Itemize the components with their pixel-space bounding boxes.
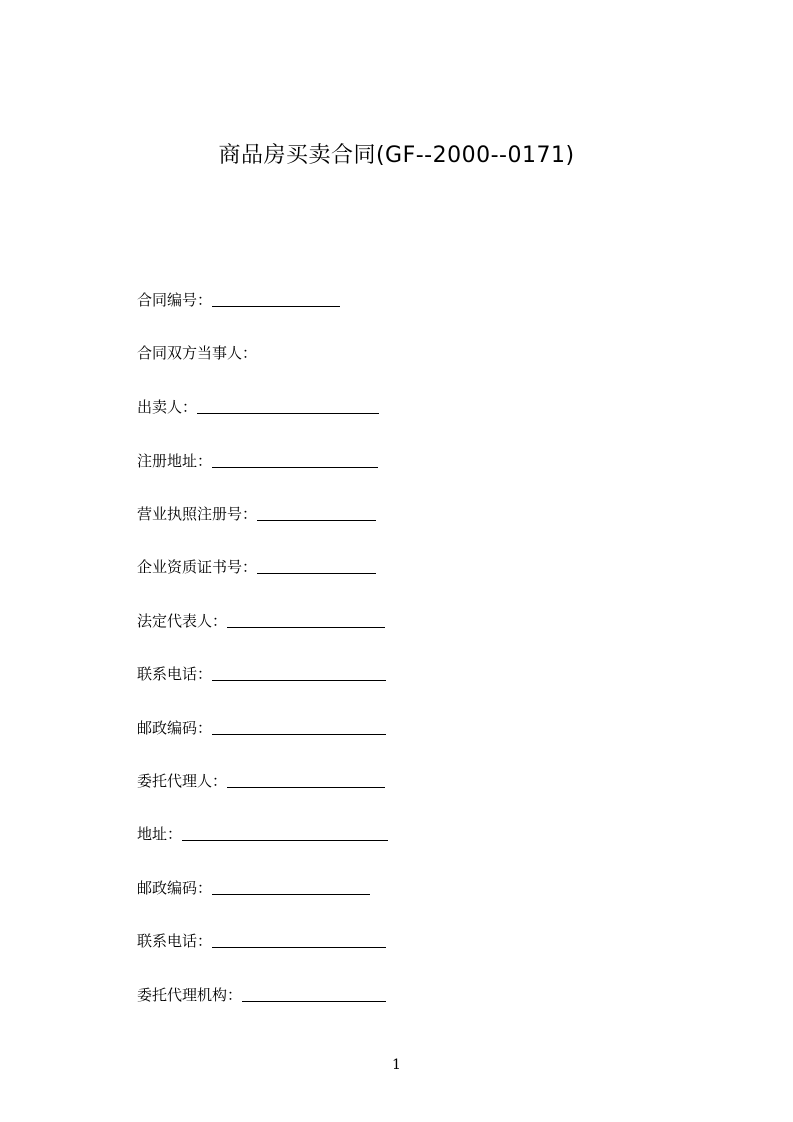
field-label: 委托代理机构：: [137, 986, 243, 1004]
address-field: [137, 824, 388, 844]
blank-line: [212, 453, 378, 468]
field-label: 注册地址：: [137, 452, 213, 470]
blank-line: [212, 720, 386, 735]
phone-field: [137, 664, 386, 684]
field-label: 地址：: [137, 825, 183, 843]
blank-line: [257, 506, 376, 521]
field-label: 邮政编码：: [137, 719, 213, 737]
registered-address-field: [137, 451, 378, 471]
business-license-field: [137, 504, 376, 524]
page-number: 1: [392, 1057, 401, 1073]
postal-code-field: [137, 878, 370, 898]
field-label: 邮政编码：: [137, 879, 213, 897]
blank-line: [212, 666, 386, 681]
authorized-agent-field: [137, 771, 385, 791]
field-label: 法定代表人：: [137, 612, 228, 630]
field-label: 联系电话：: [137, 665, 213, 683]
qualification-certificate-field: [137, 557, 376, 577]
postal-code-field: [137, 718, 386, 738]
blank-line: [212, 292, 340, 307]
blank-line: [182, 826, 388, 841]
blank-line: [212, 880, 370, 895]
field-label: 联系电话：: [137, 932, 213, 950]
field-label: 营业执照注册号：: [137, 505, 258, 523]
document-title: 商品房买卖合同(GF--2000--0171): [218, 143, 575, 168]
contract-number-field: [137, 290, 340, 310]
field-label: 出卖人：: [137, 398, 198, 416]
field-label: 合同编号：: [137, 291, 213, 309]
parties-heading: [137, 343, 257, 363]
field-label: 企业资质证书号：: [137, 558, 258, 576]
legal-representative-field: [137, 611, 385, 631]
blank-line: [242, 987, 386, 1002]
blank-line: [227, 613, 385, 628]
blank-line: [212, 933, 386, 948]
phone-field: [137, 931, 386, 951]
agency-field: [137, 985, 386, 1005]
field-label: 委托代理人：: [137, 772, 228, 790]
blank-line: [197, 399, 379, 414]
field-label: 合同双方当事人：: [137, 344, 258, 362]
seller-field: [137, 397, 379, 417]
blank-line: [227, 773, 385, 788]
blank-line: [257, 559, 376, 574]
